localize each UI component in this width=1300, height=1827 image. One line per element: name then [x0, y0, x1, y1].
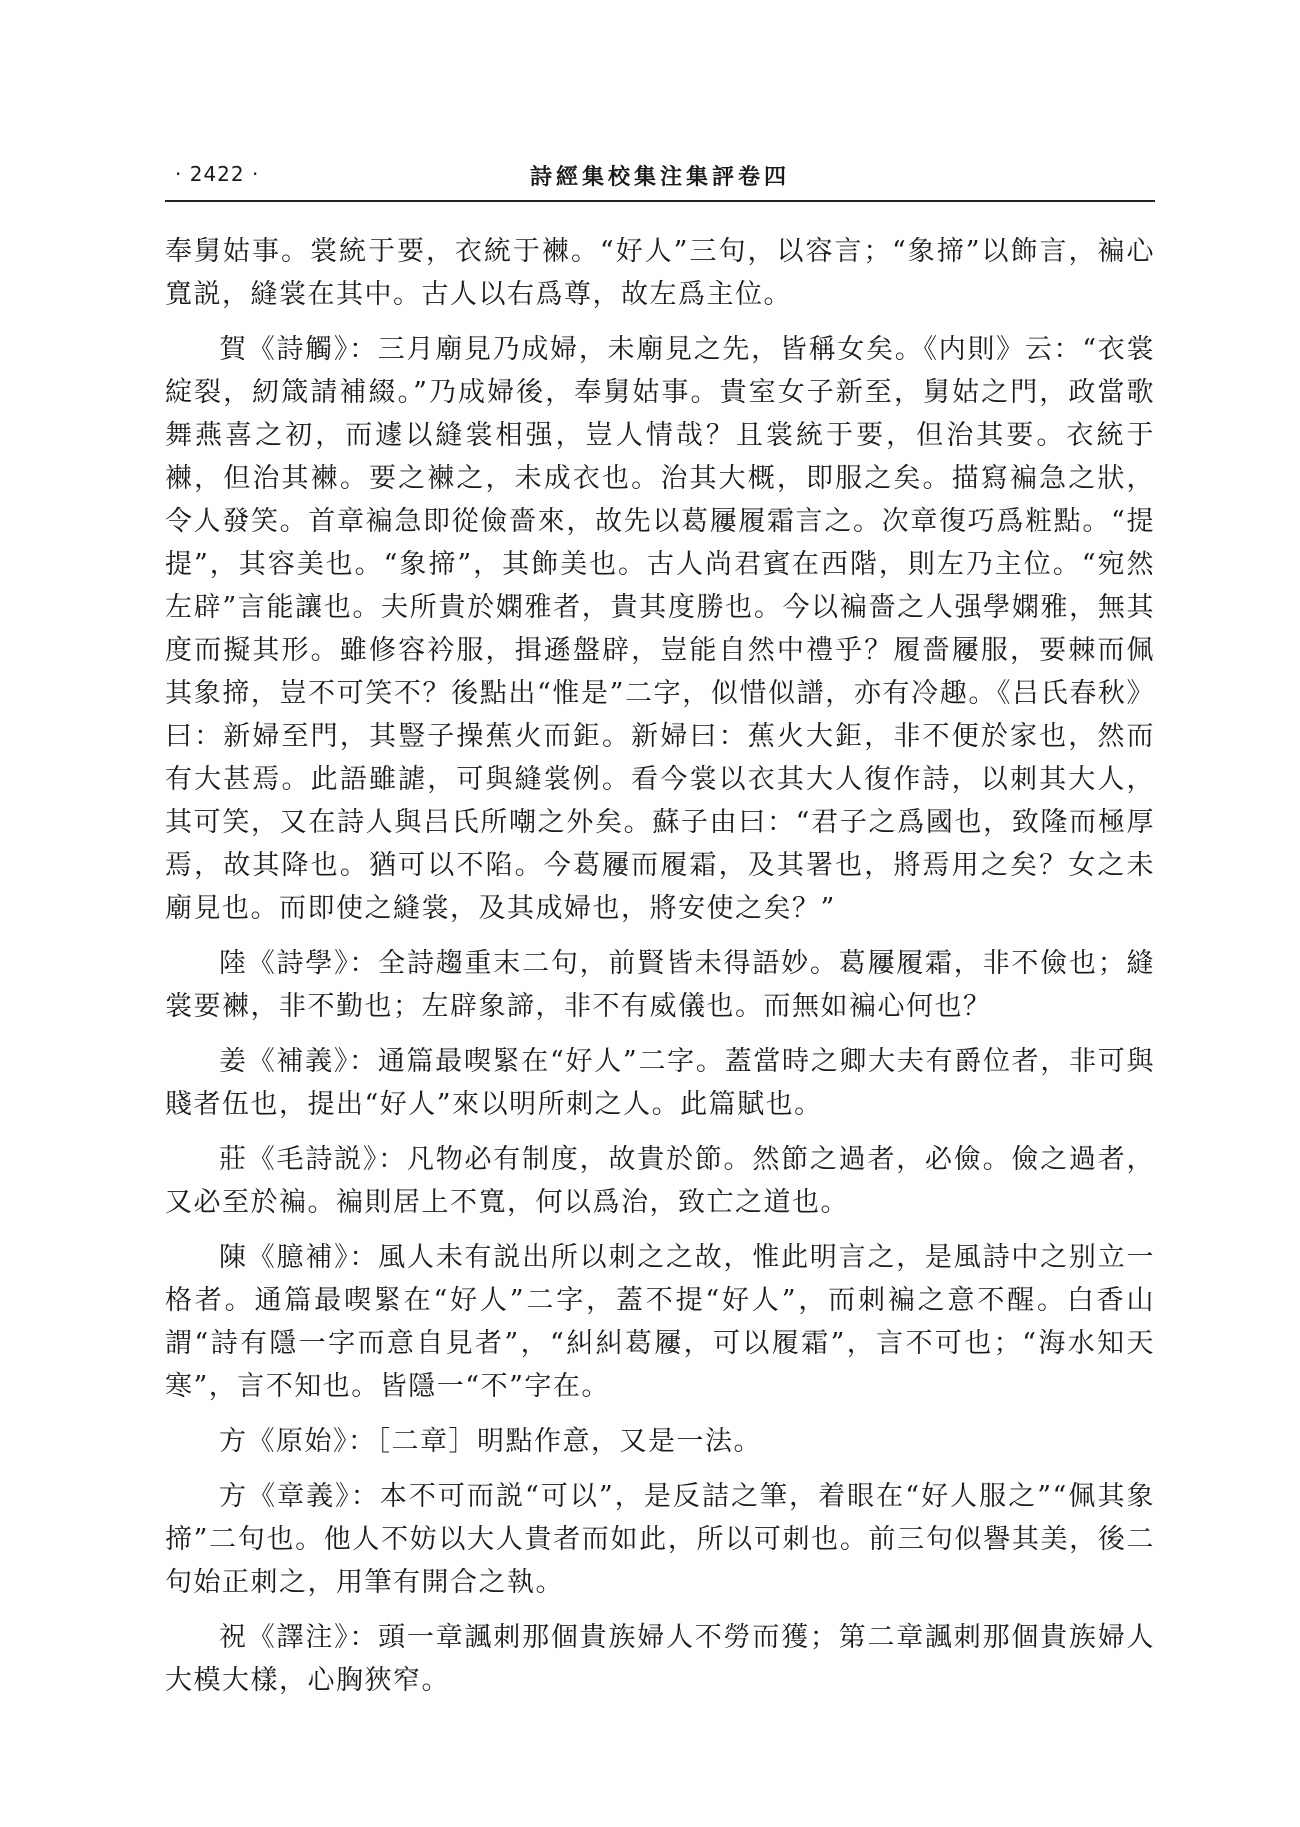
- paragraph-fang-yuanshi: 方《原始》：［二章］明點作意，又是一法。: [219, 1426, 762, 1457]
- paragraph-jiang-buyi: 姜《補義》：通篇最喫緊在“好人”二字。蓋當時之卿大夫有爵位者，非可與賤者伍也，提出“好人”來以明所刺之人。此篇賦也。: [165, 1046, 1155, 1120]
- paragraph-fang-zhangyi: 方《章義》：本不可而説“可以”，是反詰之筆，着眼在“好人服之”“佩其象揥”二句也。他人不妨以大人貴者而如此，所以可刺也。前三句似譽其美，後二句始正刺之，用筆有開合之執。: [165, 1481, 1155, 1598]
- running-title: 詩經集校集注集評卷四: [529, 165, 790, 190]
- page-number: · 2422 ·: [175, 162, 260, 186]
- page-header: [165, 160, 1155, 202]
- paragraph-zhu-yizhu: 祝《譯注》：頭一章諷刺那個貴族婦人不勞而獲；第二章諷刺那個貴族婦人大模大樣，心胸狹窄。: [165, 1622, 1155, 1696]
- body-text: [165, 230, 1155, 1714]
- paragraph-chen-yibu: 陳《臆補》：風人未有説出所以刺之之故，惟此明言之，是風詩中之别立一格者。通篇最喫緊在“好人”二字，蓋不提“好人”，而刺褊之意不醒。白香山謂“詩有隱一字而意自見者”，“糾糾葛屨，可以履霜”，言不可也；“海水知天寒”，言不知也。皆隱一“不”字在。: [165, 1242, 1155, 1402]
- paragraph-continuation: 奉舅姑事。裳統于要，衣統于襋。“好人”三句，以容言；“象揥”以飾言，褊心寬説，縫裳在其中。古人以右爲尊，故左爲主位。: [165, 236, 1155, 310]
- paragraph-lu-shixue: 陸《詩學》：全詩趨重末二句，前賢皆未得語妙。葛屨履霜，非不儉也；縫裳要襋，非不勤也；左辟象諦，非不有威儀也。而無如褊心何也？: [165, 948, 1155, 1022]
- paragraph-he-shichu: 賀《詩觸》：三月廟見乃成婦，未廟見之先，皆稱女矣。《内則》云：“衣裳綻裂，紉箴請補綴。”乃成婦後，奉舅姑事。貴室女子新至，舅姑之門，政當歌舞燕喜之初，而遽以縫裳相强，豈人情哉？且裳統于要，但治其要。衣統于襋，但治其襋。要之襋之，未成衣也。治其大概，即服之矣。描寫褊急之狀，令人發笑。首章褊急即從儉嗇來，故先以葛屨履霜言之。次章復巧爲粧點。“提提”，其容美也。“象揥”，其飾美也。古人尚君賓在西階，則左乃主位。“宛然左辟”言能讓也。夫所貴於嫻雅者，貴其度勝也。今以褊嗇之人强學嫻雅，無其度而擬其形。雖修容衿服，揖遜盤辟，豈能自然中禮乎？履嗇屨服，要棘而佩其象揥，豈不可笑不？後點出“惟是”二字，似惜似譜，亦有冷趣。《吕氏春秋》曰：新婦至門，其豎子操蕉火而鉅。新婦曰：蕉火大鉅，非不便於家也，然而有大甚焉。此語雖謔，可與縫裳例。看今裳以衣其大人復作詩，以刺其大人，其可笑，又在詩人與吕氏所嘲之外矣。蘇子由曰：“君子之爲國也，致隆而極厚焉，故其降也。猶可以不陷。今葛屨而履霜，及其署也，將焉用之矣？女之未廟見也。而即使之縫裳，及其成婦也，將安使之矣？”: [165, 334, 1155, 924]
- paragraph-zhuang-maoshishuo: 莊《毛詩説》：凡物必有制度，故貴於節。然節之過者，必儉。儉之過者，又必至於褊。褊則居上不寬，何以爲治，致亡之道也。: [165, 1144, 1155, 1218]
